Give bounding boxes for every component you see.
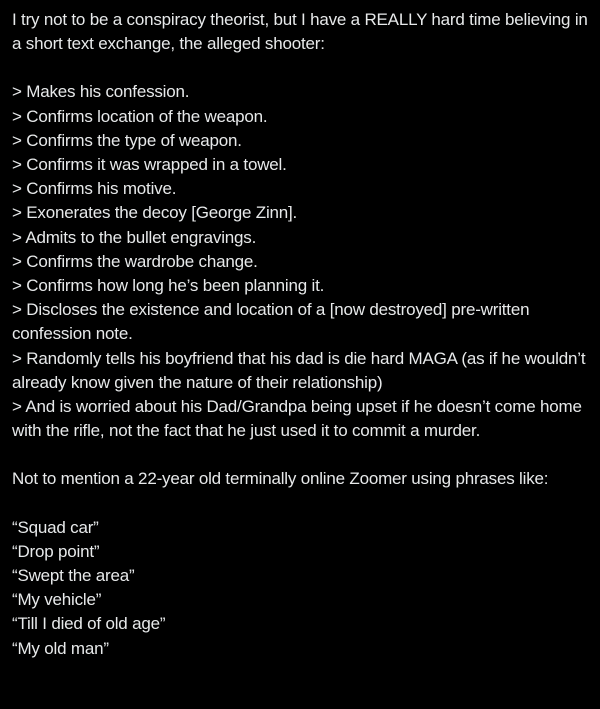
list-item: “My vehicle” bbox=[12, 590, 102, 610]
list-item: > Confirms it was wrapped in a towel. bbox=[12, 155, 287, 175]
list-item: > Confirms the type of weapon. bbox=[12, 130, 242, 150]
spacer bbox=[12, 443, 588, 467]
list-item: > Confirms how long he’s been planning it. bbox=[12, 276, 325, 296]
list-item: > Randomly tells his boyfriend that his dad is die hard MAGA (as if he wouldn’t already know given the nature of their relationship) bbox=[12, 348, 586, 392]
list-item: “Squad car” bbox=[12, 517, 99, 537]
list-item: “Drop point” bbox=[12, 541, 100, 561]
post-intro: I try not to be a conspiracy theorist, but I have a REALLY hard time believing in a short text exchange, the alleged shooter: bbox=[12, 10, 588, 54]
list-item: > Discloses the existence and location of a [now destroyed] pre-written confession note. bbox=[12, 300, 530, 344]
points-list bbox=[12, 80, 588, 443]
list-item: “My old man” bbox=[12, 638, 109, 658]
list-item: > Confirms his motive. bbox=[12, 179, 177, 199]
list-item: “Swept the area” bbox=[12, 566, 135, 586]
list-item: “Till I died of old age” bbox=[12, 614, 166, 634]
list-item: > Confirms the wardrobe change. bbox=[12, 251, 258, 271]
phrases-list bbox=[12, 516, 588, 661]
list-item: > Admits to the bullet engravings. bbox=[12, 227, 257, 247]
list-item: > Exonerates the decoy [George Zinn]. bbox=[12, 203, 298, 223]
list-item: > Confirms location of the weapon. bbox=[12, 106, 268, 126]
list-item: > And is worried about his Dad/Grandpa being upset if he doesn’t come home with the rifle, not the fact that he just used it to commit a murder. bbox=[12, 397, 582, 441]
spacer bbox=[12, 56, 588, 80]
list-item: > Makes his confession. bbox=[12, 82, 190, 102]
post-followup: Not to mention a 22-year old terminally online Zoomer using phrases like: bbox=[12, 469, 549, 489]
spacer bbox=[12, 492, 588, 516]
